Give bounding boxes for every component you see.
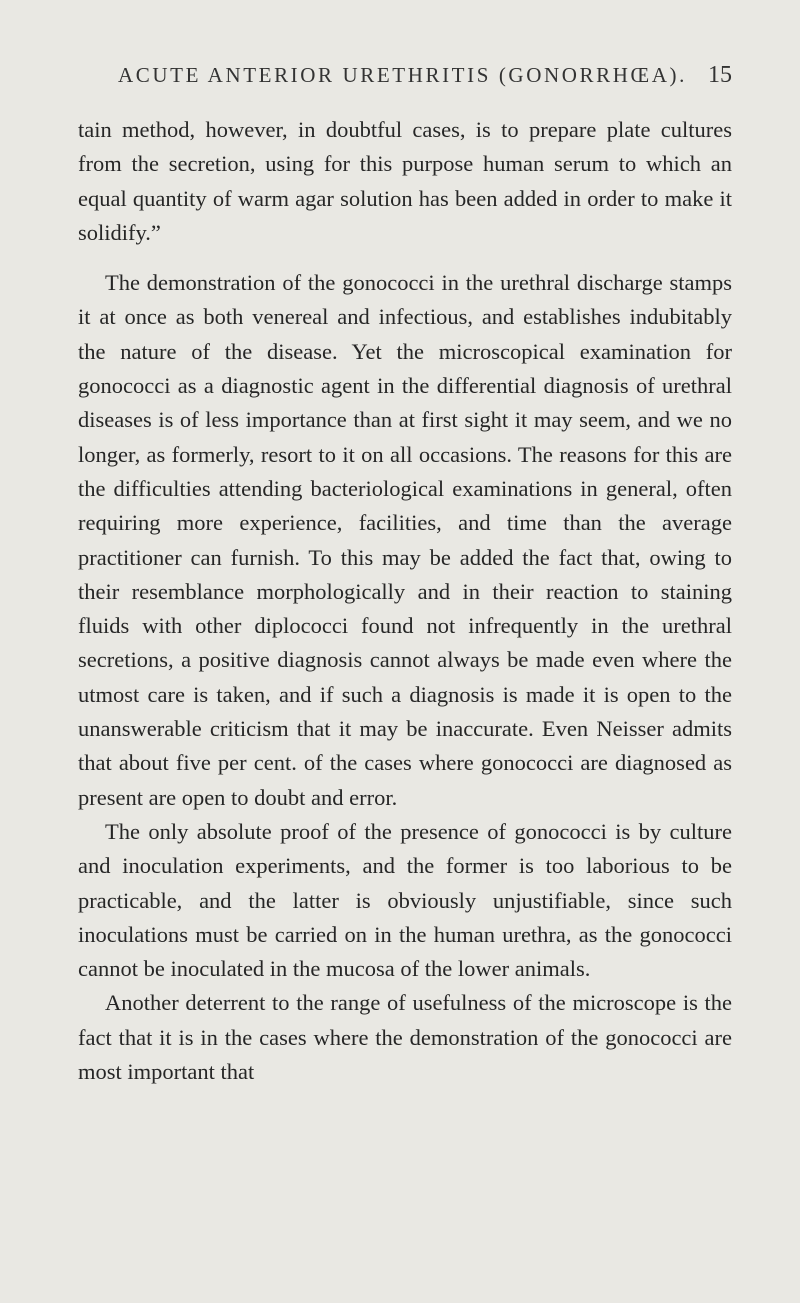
paragraph: The demonstration of the gonococci in the urethral discharge stamps it at once as both venereal and infectious, and establishes indubitably the nature of the disease. Yet the microscopical examination for gonococci as a diagnostic agent in the differential diagnosis of urethral diseases is of less importance than at first sight it may seem, and we no longer, as formerly, resort to it on all occasions. The reasons for this are the difficulties attending bacteriological examinations in general, often requiring more experience, facilities, and time than the average practitioner can furnish. To this may be added the fact that, owing to their resemblance morphologically and in their reaction to staining fluids with other diplococci found not infrequently in the urethral secretions, a positive diagnosis cannot always be made even where the utmost care is taken, and if such a diagnosis is made it is open to the unanswerable criticism that it may be inaccurate. Even Neisser admits that about five per cent. of the cases where gonococci are diagnosed as present are open to doubt and error. <box>78 270 732 810</box>
paragraph-continuation: tain method, however, in doubtful cases, is to prepare plate cultures from the secretion, using for this purpose human serum to which an equal quantity of warm agar solution has been added in order to make it solidify.” <box>78 117 732 245</box>
paragraph: Another deterrent to the range of usefulness of the microscope is the fact that it is in the cases where the demonstration of the gonococci are most important that <box>78 990 732 1085</box>
running-head <box>118 62 732 89</box>
body-text <box>78 113 732 1089</box>
running-head-title: ACUTE ANTERIOR URETHRITIS (GONORRHŒA). <box>118 63 687 87</box>
paragraph: The only absolute proof of the presence of gonococci is by culture and inoculation experiments, and the former is too laborious to be practicable, and the latter is obviously unjustifiable, since such inoculations must be carried on in the human urethra, as the gonococci cannot be inoculated in the mucosa of the lower animals. <box>78 818 732 982</box>
page-number: 15 <box>708 62 732 88</box>
